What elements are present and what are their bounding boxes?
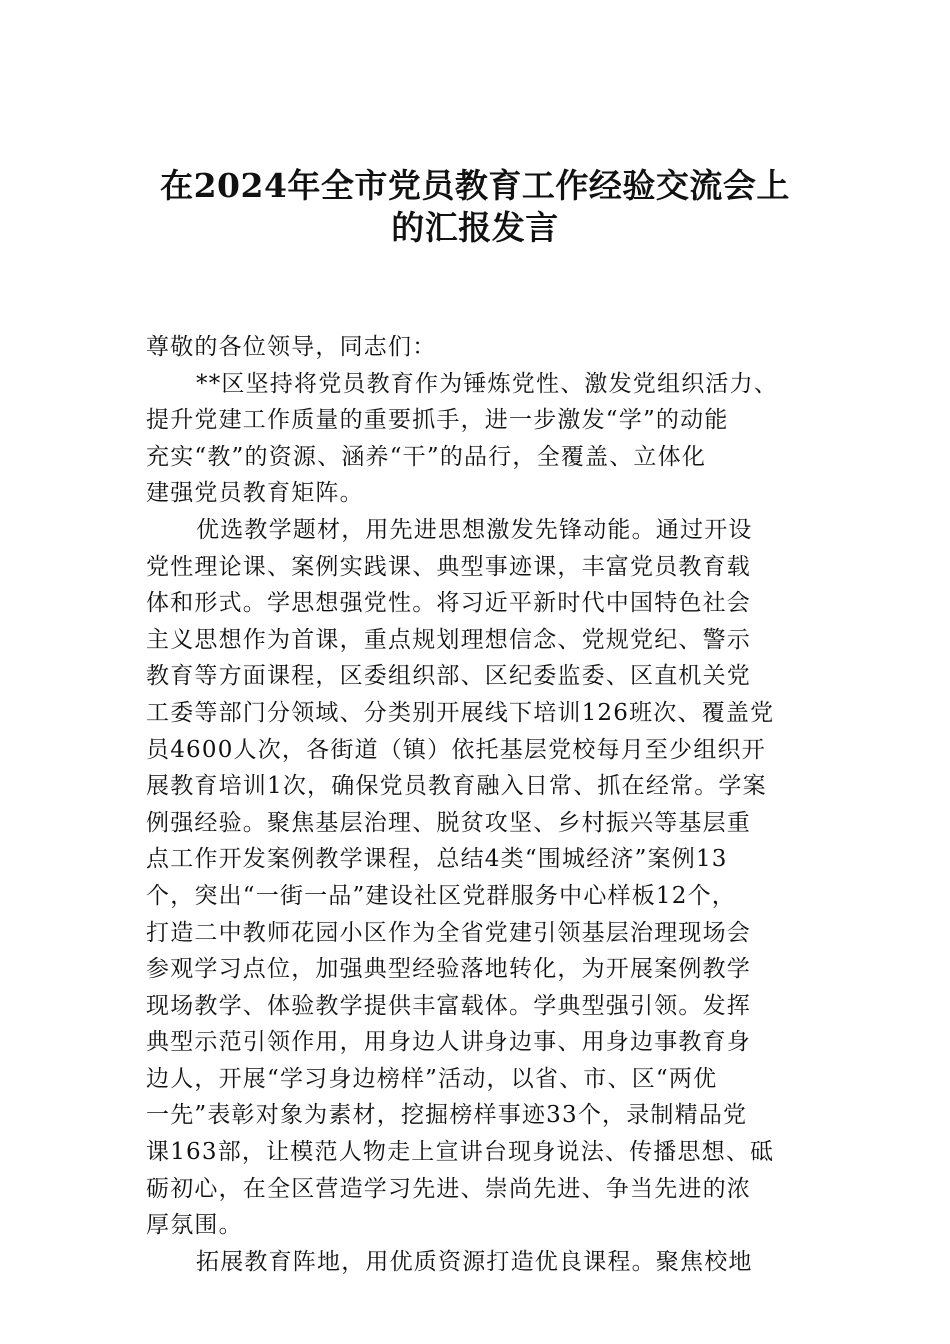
document-title-line-1: 在2024年全市党员教育工作经验交流会上 [160, 166, 790, 205]
document-title-line-2: 的汇报发言 [391, 208, 559, 247]
paragraph-1-line-4: 建强党员教育矩阵。 [146, 480, 364, 507]
paragraph-2-line-2: 党性理论课、案例实践课、典型事迹课，丰富党员教育载 [146, 553, 751, 580]
paragraph-1-line-3: 充实“教”的资源、涵养“干”的品行，全覆盖、立体化 [146, 443, 707, 470]
paragraph-2-line-1: 优选教学题材，用先进思想激发先锋动能。通过开设 [196, 516, 753, 543]
paragraph-2-line-17: 一先”表彰对象为素材，挖掘榜样事迹33个，录制精品党 [146, 1102, 748, 1129]
paragraph-2-line-12: 打造二中教师花园小区作为全省党建引领基层治理现场会 [146, 919, 751, 946]
paragraph-2-line-19: 砺初心，在全区营造学习先进、崇尚先进、争当先进的浓 [146, 1175, 751, 1202]
paragraph-2-line-3: 体和形式。学思想强党性。将习近平新时代中国特色社会 [146, 590, 751, 617]
paragraph-1-line-2: 提升党建工作质量的重要抓手，进一步激发“学”的动能 [146, 407, 729, 434]
paragraph-2-line-11: 个，突出“一街一品”建设社区党群服务中心样板12个， [146, 882, 736, 909]
paragraph-2-line-18: 课163部，让模范人物走上宣讲台现身说法、传播思想、砥 [146, 1139, 775, 1166]
paragraph-2-line-16: 边人，开展“学习身边榜样”活动，以省、市、区“两优 [146, 1065, 718, 1092]
document-body [146, 329, 810, 1280]
salutation-line: 尊敬的各位领导，同志们： [146, 334, 437, 360]
paragraph-1-line-1: **区坚持将党员教育作为锤炼党性、激发党组织活力、 [196, 370, 778, 397]
paragraph-2-line-6: 工委等部门分领域、分类别开展线下培训126班次、覆盖党 [146, 699, 775, 726]
paragraph-2-line-4: 主义思想作为首课，重点规划理想信念、党规党纪、警示 [146, 626, 751, 653]
paragraph-2-line-10: 点工作开发案例教学课程，总结4类“围城经济”案例13 [146, 846, 728, 873]
paragraph-2-line-5: 教育等方面课程，区委组织部、区纪委监委、区直机关党 [146, 663, 751, 690]
paragraph-2-line-14: 现场教学、体验教学提供丰富载体。学典型强引领。发挥 [146, 992, 751, 1019]
paragraph-2-line-20: 厚氛围。 [146, 1212, 243, 1239]
paragraph-2-line-13: 参观学习点位，加强典型经验落地转化，为开展案例教学 [146, 956, 751, 983]
paragraph-2-line-9: 例强经验。聚焦基层治理、脱贫攻坚、乡村振兴等基层重 [146, 809, 751, 836]
paragraph-2-line-8: 展教育培训1次，确保党员教育融入日常、抓在经常。学案 [146, 773, 767, 800]
paragraph-2-line-15: 典型示范引领作用，用身边人讲身边事、用身边事教育身 [146, 1029, 751, 1056]
paragraph-2-line-7: 员4600人次，各街道（镇）依托基层党校每月至少组织开 [146, 736, 766, 763]
paragraph-3-line-1: 拓展教育阵地，用优质资源打造优良课程。聚焦校地 [196, 1248, 753, 1275]
